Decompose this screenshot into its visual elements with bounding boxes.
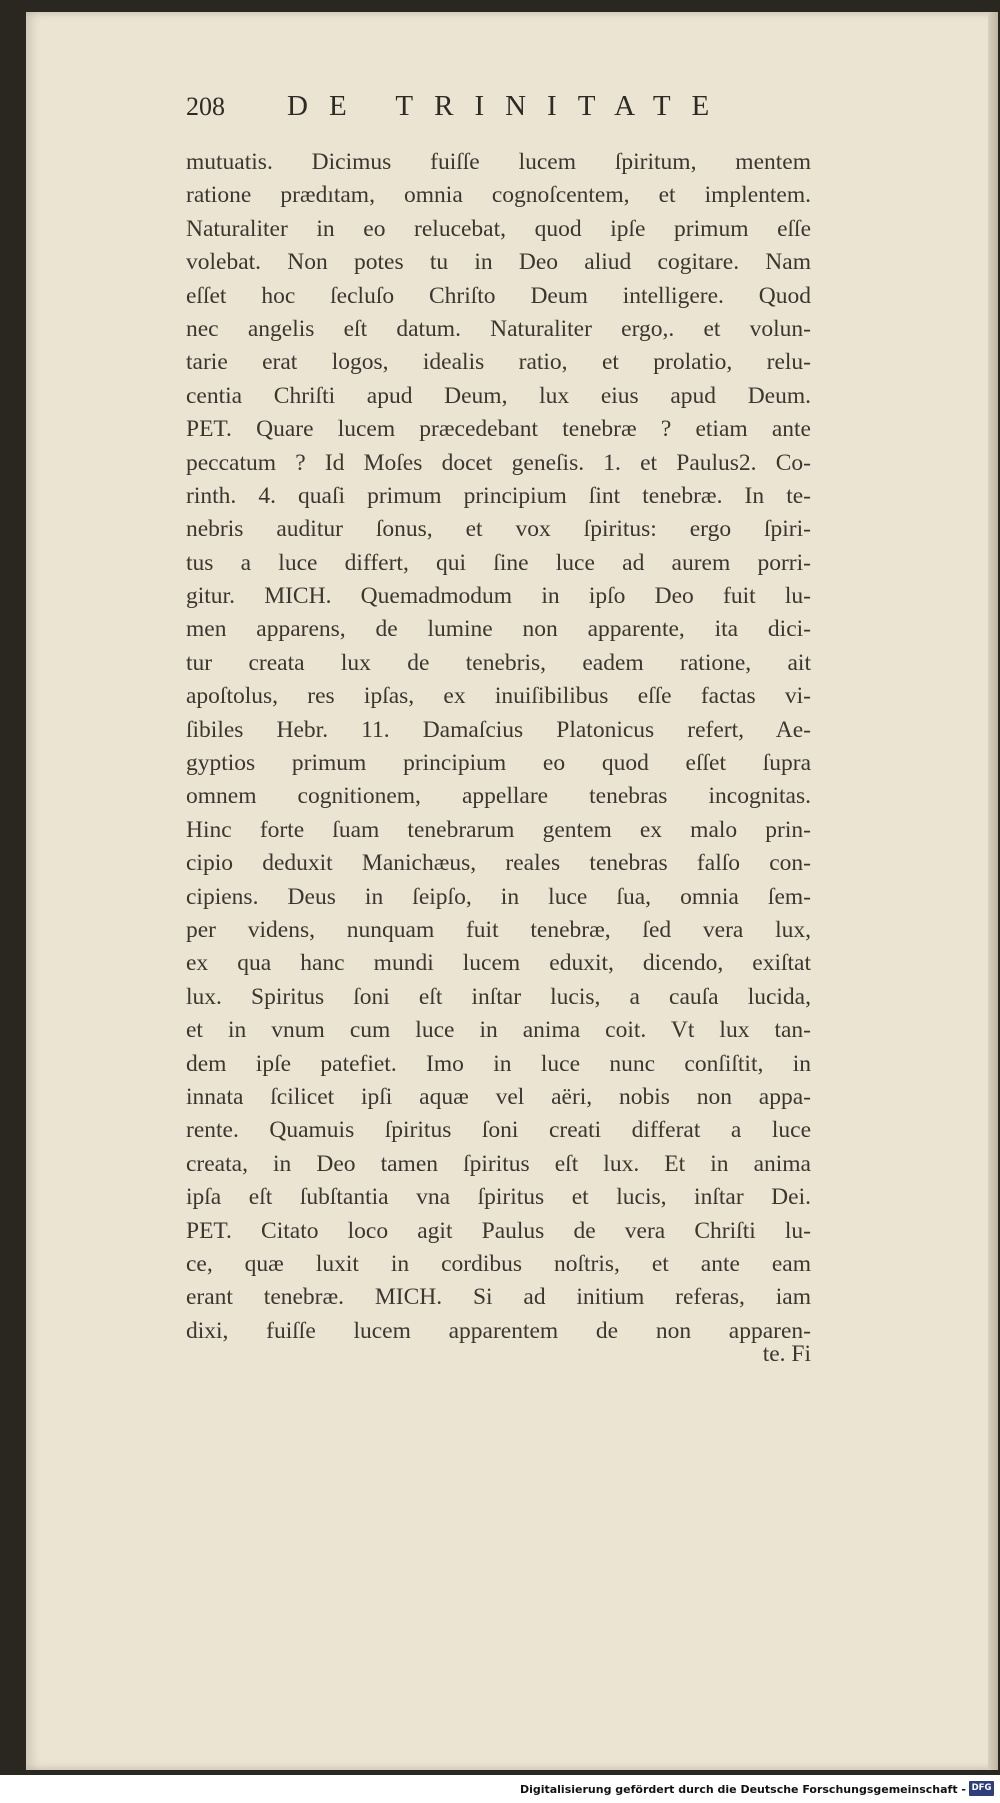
text-line: rente. Quamuis ſpiritus ſoni creati differat a luce	[186, 1117, 811, 1144]
text-line: men apparens, de lumine non apparente, ita dici-	[186, 616, 811, 643]
text-line: nec angelis eſt datum. Naturaliter ergo,. et volun-	[186, 315, 811, 342]
page-edge	[988, 12, 998, 1770]
text-line: innata ſcilicet ipſi aquæ vel aëri, nobis non appa-	[186, 1083, 811, 1110]
text-line: ipſa eſt ſubſtantia vna ſpiritus et lucis, inſtar Dei.	[186, 1184, 811, 1211]
text-line: gyptios primum principium eo quod eſſet ſupra	[186, 750, 811, 777]
text-line: lux. Spiritus ſoni eſt inſtar lucis, a cauſa lucida,	[186, 983, 811, 1010]
text-line: mutuatis. Dicimus fuiſſe lucem ſpiritum, mentem	[186, 149, 811, 175]
text-line: ex qua hanc mundi lucem eduxit, dicendo, exiſtat	[186, 950, 811, 977]
text-line: cipiens. Deus in ſeipſo, in luce ſua, omnia ſem-	[186, 883, 811, 910]
digitization-footer	[0, 1775, 1000, 1803]
text-line: tur creata lux de tenebris, eadem ratione, ait	[186, 649, 811, 676]
text-line: Naturaliter in eo relucebat, quod ipſe primum eſſe	[186, 215, 811, 242]
text-line: et in vnum cum luce in anima coit. Vt lux tan-	[186, 1017, 811, 1044]
funding-credit: Digitalisierung gefördert durch die Deutsche Forschungsgemeinschaft -	[519, 1783, 966, 1796]
text-line: dem ipſe patefiet. Imo in luce nunc conſiſtit, in	[186, 1050, 811, 1077]
text-line: ſibiles Hebr. 11. Damaſcius Platonicus refert, Ae-	[186, 716, 811, 743]
text-line: apoſtolus, res ipſas, ex inuiſibilibus eſſe factas vi-	[186, 683, 811, 710]
running-title: DE TRINITATE	[287, 90, 731, 122]
text-line: centia Chriſti apud Deum, lux eius apud Deum.	[186, 382, 811, 409]
text-line: tarie erat logos, idealis ratio, et prolatio, relu-	[186, 349, 811, 376]
body-text	[186, 146, 811, 1348]
page-number: 208	[186, 92, 225, 121]
catchword: te. Fi	[762, 1341, 811, 1367]
text-line: omnem cognitionem, appellare tenebras incognitas.	[186, 783, 811, 810]
dfg-logo-icon: DFG	[969, 1781, 994, 1796]
text-line: eſſet hoc ſecluſo Chriſto Deum intelligere. Quod	[186, 282, 811, 309]
text-line: per videns, nunquam fuit tenebræ, ſed vera lux,	[186, 916, 811, 943]
text-line: Hinc forte ſuam tenebrarum gentem ex malo prin-	[186, 816, 811, 843]
text-line: gitur. MICH. Quemadmodum in ipſo Deo fuit lu-	[186, 583, 811, 610]
text-line: PET. Citato loco agit Paulus de vera Chriſti lu-	[186, 1217, 811, 1244]
text-line: dixi, fuiſſe lucem apparentem de non apparen-	[186, 1317, 811, 1344]
text-line: peccatum ? Id Moſes docet geneſis. 1. et Paulus2. Co-	[186, 449, 811, 476]
text-line: ratione prædıtam, omnia cognoſcentem, et implentem.	[186, 182, 811, 209]
text-line: tus a luce differt, qui ſine luce ad aurem porri-	[186, 549, 811, 576]
text-line: nebris auditur ſonus, et vox ſpiritus: ergo ſpiri-	[186, 516, 811, 543]
text-line: cipio deduxit Manichæus, reales tenebras falſo con-	[186, 850, 811, 877]
text-line: volebat. Non potes tu in Deo aliud cogitare. Nam	[186, 249, 811, 276]
text-line: creata, in Deo tamen ſpiritus eſt lux. Et in anima	[186, 1150, 811, 1177]
text-line: rinth. 4. quaſi primum principium ſint tenebræ. In te-	[186, 482, 811, 509]
text-line: erant tenebræ. MICH. Si ad initium referas, iam	[186, 1284, 811, 1311]
running-head	[186, 90, 806, 130]
text-line: PET. Quare lucem præcedebant tenebræ ? etiam ante	[186, 416, 811, 443]
text-line: ce, quæ luxit in cordibus noſtris, et ante eam	[186, 1250, 811, 1277]
